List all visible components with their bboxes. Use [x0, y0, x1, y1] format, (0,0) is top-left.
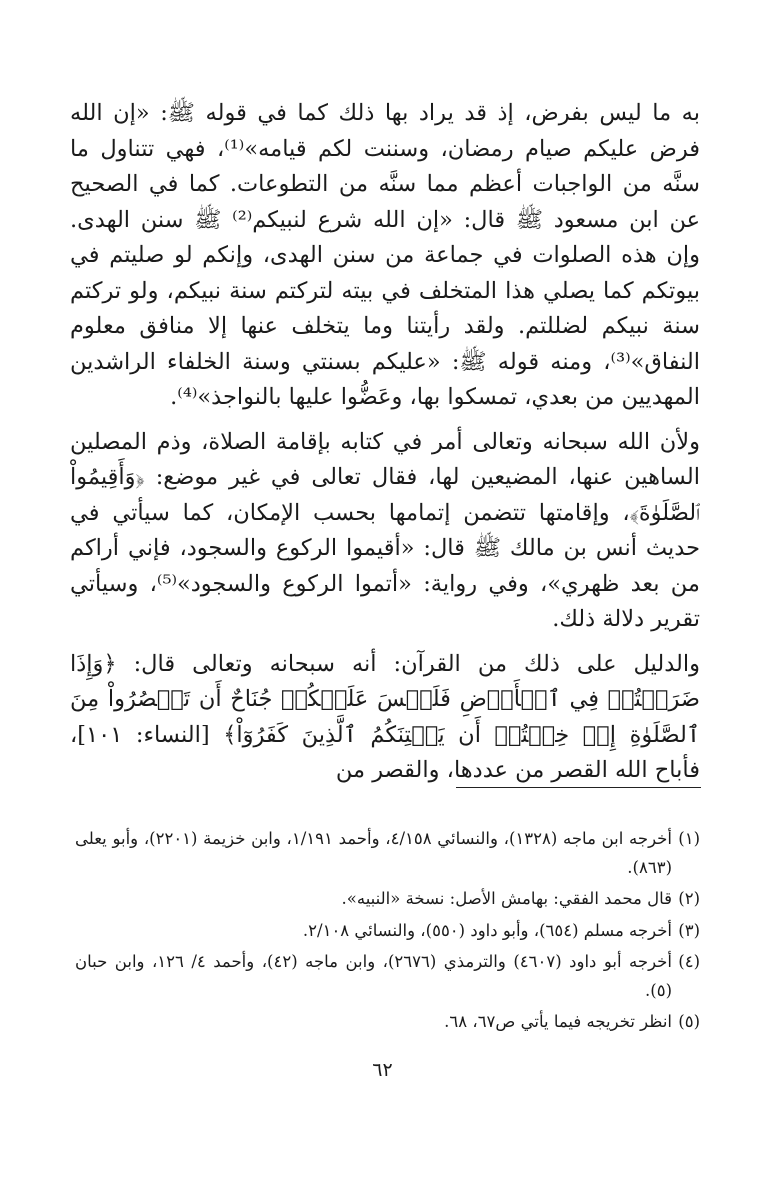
- footnote-text: قال محمد الفقي: بهامش الأصل: نسخة «النبيه».: [341, 889, 672, 908]
- footnote-number: (١): [678, 829, 700, 848]
- paragraph-1: به ما ليس بفرض، إذ قد يراد بها ذلك كما في قوله ﷺ: «إن الله فرض عليكم صيام رمضان، وسننت لكم قيامه»⁽¹⁾، فهي تتناول ما سنَّه من الواجبات أعظم مما سنَّه من التطوعات. كما في الصحيح عن ابن مسعود ﷺ قال: «إن الله شرع لنبيكم⁽²⁾ ﷺ سنن الهدى. وإن هذه الصلوات في جماعة من سنن الهدى، وإنكم لو صليتم في بيوتكم كما يصلي هذا المتخلف في بيته لتركتم سنة نبيكم، ولو تركتم سنة نبيكم لضللتم. ولقد رأيتنا وما يتخلف عنها إلا منافق معلوم النفاق»⁽³⁾، ومنه قوله ﷺ: «عليكم بسنتي وسنة الخلفاء الراشدين المهديين من بعدي، تمسكوا بها، وعَضُّوا عليها بالنواجذ»⁽⁴⁾.: [70, 100, 700, 410]
- main-text: [70, 96, 700, 789]
- footnote-3: [75, 917, 700, 946]
- footnote-4: [75, 948, 700, 1005]
- footnote-number: (٣): [678, 920, 700, 940]
- footnote-text: أخرجه مسلم (٦٥٤)، وأبو داود (٥٥٠)، والنسائي ٢/١٠٨.: [302, 920, 672, 940]
- footnote-number: (٥): [678, 1012, 700, 1031]
- footnote-text: أخرجه أبو داود (٤٦٠٧) والترمذي (٢٦٧٦)، وابن ماجه (٤٢)، وأحمد ٤/ ١٢٦، وابن حبان (٥).: [75, 952, 672, 1000]
- footnote-text: أخرجه ابن ماجه (١٣٢٨)، والنسائي ٤/١٥٨، وأحمد ١/١٩١، وابن خزيمة (٢٢٠١)، وأبو يعلى (٨٦٣).: [75, 829, 672, 877]
- footnotes: [75, 825, 700, 1040]
- footnote-number: (٢): [678, 889, 700, 908]
- page-number: ٦٢: [372, 1059, 393, 1081]
- footnote-2: [75, 885, 700, 914]
- paragraph-2: ولأن الله سبحانه وتعالى أمر في كتابه بإقامة الصلاة، وذم المصلين الساهين عنها، المضيعين لها، فقال تعالى في غير موضع: ﴿وَأَقِيمُواْ ٱلصَّلَوٰةَ﴾، وإقامتها تتضمن إتمامها بحسب الإمكان، كما سيأتي في حديث أنس بن مالك ﷺ قال: «أقيموا الركوع والسجود، فإني أراكم من بعد ظهري»، وفي رواية: «أتموا الركوع والسجود»⁽⁵⁾، وسيأتي تقرير دلالة ذلك.: [70, 428, 700, 632]
- footnote-number: (٤): [678, 952, 700, 971]
- footnote-separator: [456, 787, 701, 788]
- paragraph-3: والدليل على ذلك من القرآن: أنه سبحانه وتعالى قال: ﴿وَإِذَا ضَرَبۡتُمۡ فِي ٱلۡأَرۡضِ فَلَيۡسَ عَلَيۡكُمۡ جُنَاحٌ أَن تَقۡصُرُواْ مِنَ ٱلصَّلَوٰةِ إِنۡ خِفۡتُمۡ أَن يَفۡتِنَكُمُ ٱلَّذِينَ كَفَرُوٓاْ﴾ [النساء: ١٠١]، فأباح الله القصر من عددها، والقصر من: [70, 650, 700, 783]
- footnote-1: [75, 825, 700, 882]
- footnote-text: انظر تخريجه فيما يأتي ص٦٧، ٦٨.: [444, 1012, 672, 1031]
- footnote-5: [75, 1008, 700, 1037]
